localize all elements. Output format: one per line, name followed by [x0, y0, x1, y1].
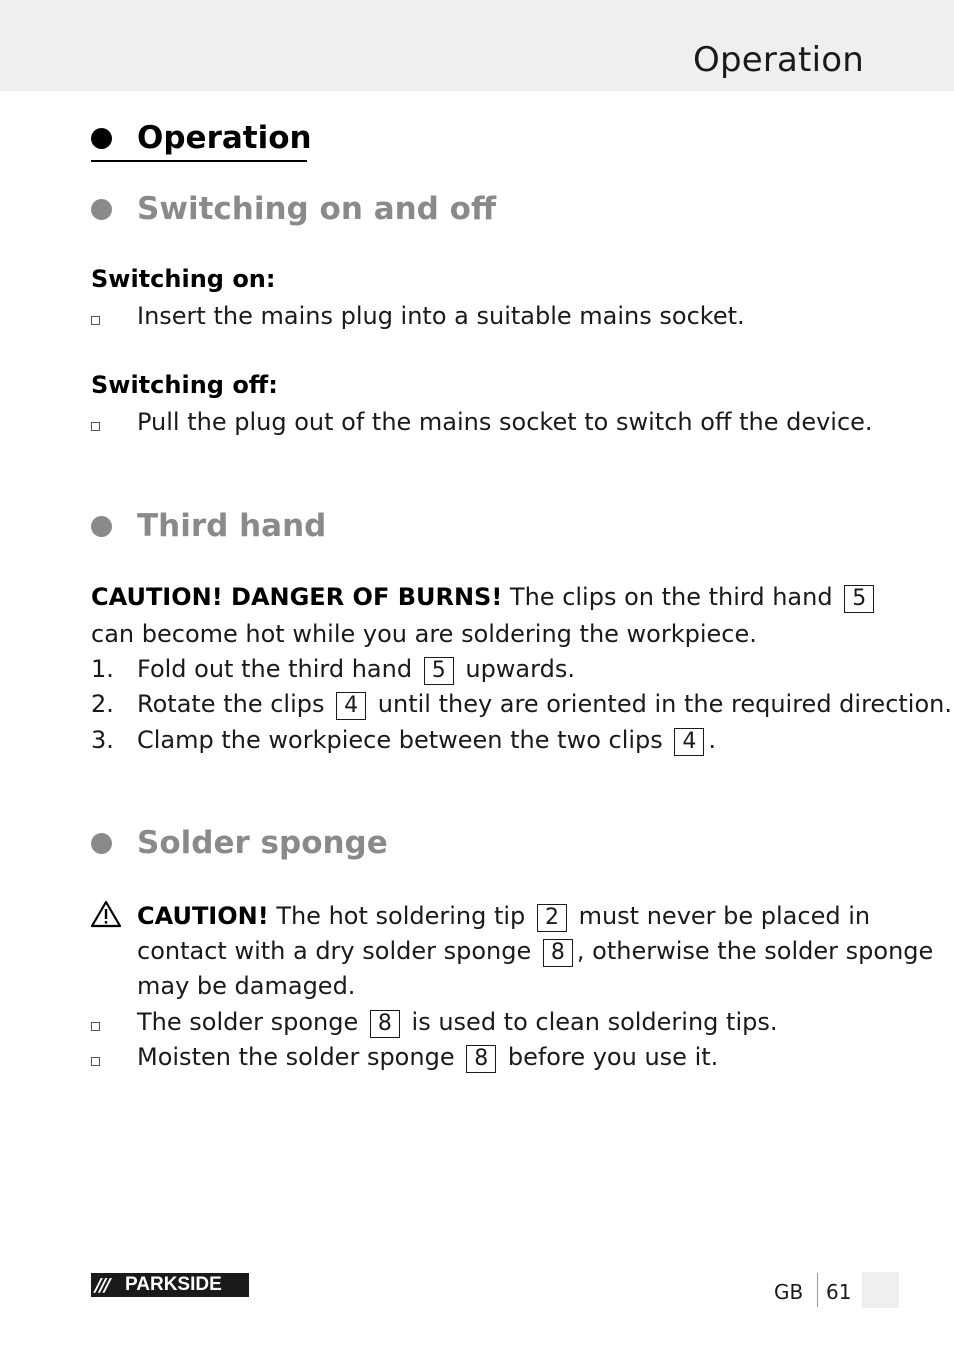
caution-sponge-line-2: [137, 937, 933, 967]
section-title: Solder sponge: [137, 825, 388, 861]
square-bullet-icon: [91, 422, 100, 431]
switching-off-label: Switching off:: [91, 371, 278, 399]
header-title: Operation: [692, 40, 864, 80]
logo-slashes-icon: ///: [95, 1274, 109, 1296]
section-title: Switching on and off: [137, 191, 497, 227]
section-title: Operation: [137, 120, 312, 156]
step-text: until they are oriented in the required direction.: [377, 690, 952, 718]
warning-triangle-icon: [90, 900, 122, 928]
step-number: 1.: [91, 655, 114, 683]
caution-text: The hot soldering tip: [276, 902, 526, 930]
switching-off-item: Pull the plug out of the mains socket to switch off the device.: [137, 408, 873, 436]
section-heading-operation: [91, 120, 312, 156]
step-item: [137, 690, 952, 720]
sponge-item: [137, 1043, 718, 1073]
heading-bullet-icon: [91, 833, 112, 854]
caution-text: must never be placed in: [578, 902, 871, 930]
caution-burns-label: CAUTION! DANGER OF BURNS!: [91, 583, 503, 611]
section-heading-solder-sponge: [91, 825, 388, 861]
step-item: [137, 726, 716, 756]
heading-bullet-icon: [91, 516, 112, 537]
sponge-item: [137, 1008, 777, 1038]
step-text: Rotate the clips: [137, 690, 325, 718]
logo-text: PARKSIDE: [125, 1274, 222, 1295]
footer-language: GB: [774, 1280, 804, 1304]
ref-number: 8: [466, 1045, 496, 1073]
caution-burns-line-2: can become hot while you are soldering the workpiece.: [91, 620, 757, 648]
item-text: The solder sponge: [137, 1008, 359, 1036]
section-title: Third hand: [137, 508, 327, 544]
item-text: is used to clean soldering tips.: [411, 1008, 778, 1036]
heading-underline: [91, 160, 307, 162]
step-text: Clamp the workpiece between the two clips: [137, 726, 663, 754]
caution-label: CAUTION!: [137, 902, 269, 930]
ref-number: 8: [370, 1010, 400, 1038]
step-text: Fold out the third hand: [137, 655, 413, 683]
caution-burns-line: [91, 583, 878, 613]
ref-number: 5: [844, 585, 874, 613]
step-text: .: [708, 726, 717, 754]
step-number: 3.: [91, 726, 114, 754]
caution-text: The clips on the third hand: [509, 583, 833, 611]
ref-number: 5: [424, 657, 454, 685]
square-bullet-icon: [91, 1057, 100, 1066]
caution-sponge-line-3: may be damaged.: [137, 972, 356, 1000]
square-bullet-icon: [91, 1022, 100, 1031]
ref-number: 4: [336, 692, 366, 720]
switching-on-item: Insert the mains plug into a suitable mains socket.: [137, 302, 745, 330]
page-number: 61: [826, 1280, 852, 1304]
heading-bullet-icon: [91, 199, 112, 220]
ref-number: 2: [537, 904, 567, 932]
footer-tab-marker: [862, 1272, 899, 1308]
heading-bullet-icon: [91, 128, 112, 149]
footer-divider: [817, 1273, 818, 1307]
ref-number: 8: [543, 939, 573, 967]
switching-on-label: Switching on:: [91, 265, 276, 293]
item-text: before you use it.: [507, 1043, 719, 1071]
section-heading-switching: [91, 191, 496, 227]
caution-text: contact with a dry solder sponge: [137, 937, 532, 965]
step-number: 2.: [91, 690, 114, 718]
caution-text: , otherwise the solder sponge: [576, 937, 934, 965]
step-item: [137, 655, 575, 685]
ref-number: 4: [674, 728, 704, 756]
step-text: upwards.: [465, 655, 575, 683]
caution-sponge-line-1: [137, 902, 870, 932]
square-bullet-icon: [91, 316, 100, 325]
item-text: Moisten the solder sponge: [137, 1043, 455, 1071]
section-heading-third-hand: [91, 508, 326, 544]
parkside-logo: [91, 1273, 249, 1297]
